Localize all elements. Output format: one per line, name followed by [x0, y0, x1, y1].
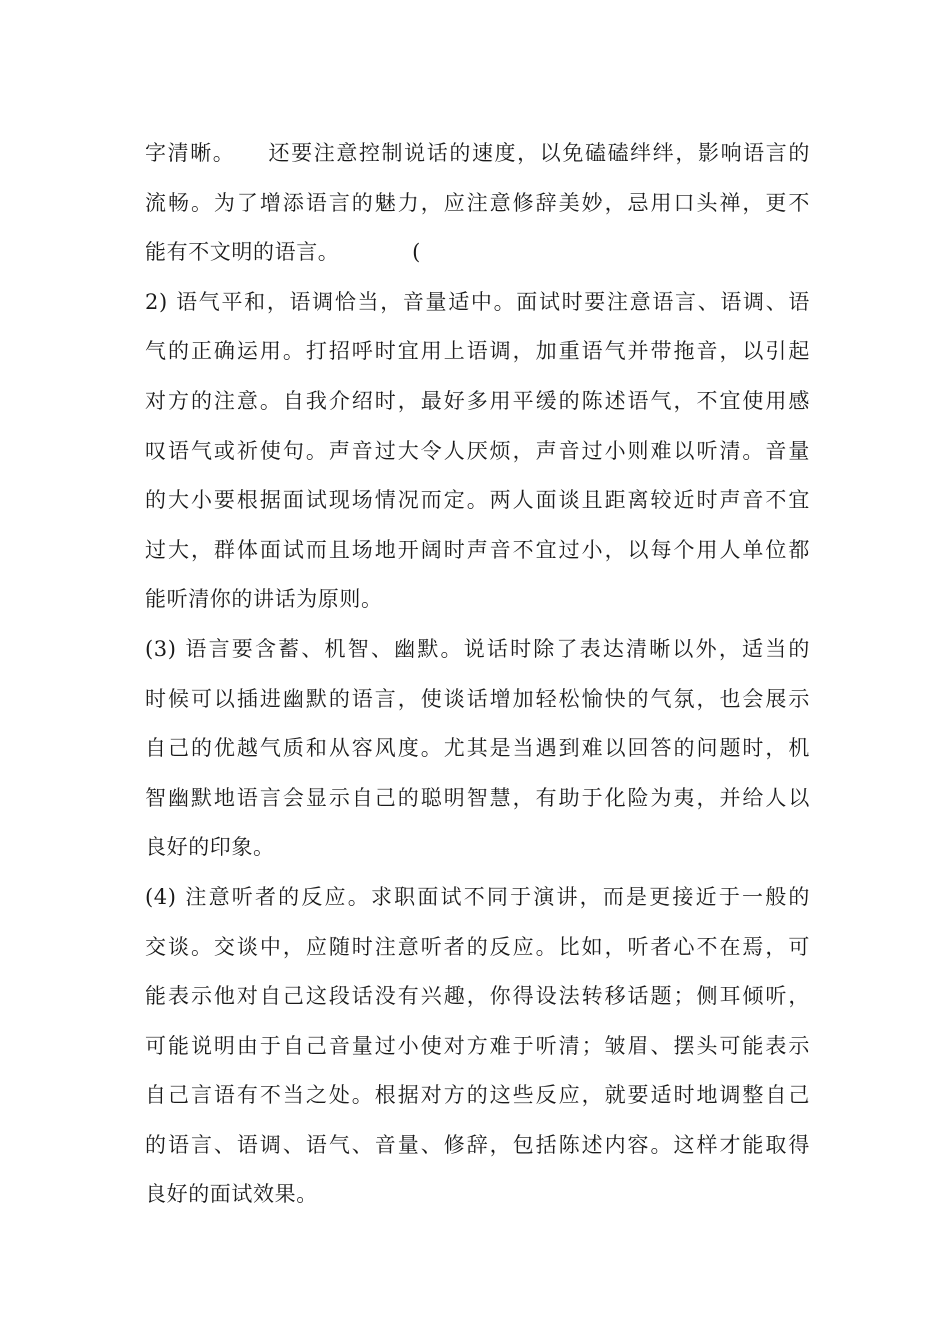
text-line: 能有不文明的语言。 (: [145, 240, 421, 265]
text-line: 过大，群体面试而且场地开阔时声音不宜过小，以每个用人单位都: [145, 537, 810, 562]
text-line: 字清晰。 还要注意控制说话的速度，以免磕磕绊绊，影响语言的: [145, 141, 810, 165]
text-line: 2) 语气平和，语调恰当，音量适中。面试时要注意语言、语调、语: [145, 289, 810, 314]
text-line: 气的正确运用。打招呼时宜用上语调，加重语气并带拖音，以引起: [145, 339, 810, 364]
text-line: 时候可以插进幽默的语言，使谈话增加轻松愉快的气氛，也会展示: [145, 686, 810, 711]
text-line: 的大小要根据面试现场情况而定。两人面谈且距离较近时声音不宜: [145, 488, 810, 513]
text-line: 可能说明由于自己音量过小使对方难于听清；皱眉、摆头可能表示: [145, 1033, 810, 1058]
text-line: 叹语气或祈使句。声音过大令人厌烦，声音过小则难以听清。音量: [145, 438, 810, 463]
text-line: 的语言、语调、语气、音量、修辞，包括陈述内容。这样才能取得: [145, 1132, 810, 1157]
text-line: 自己的优越气质和从容风度。尤其是当遇到难以回答的问题时，机: [145, 736, 810, 761]
text-line: 流畅。为了增添语言的魅力，应注意修辞美妙，忌用口头禅，更不: [145, 190, 810, 215]
text-line: 交谈。交谈中，应随时注意听者的反应。比如，听者心不在焉，可: [145, 934, 810, 959]
text-line: 能听清你的讲话为原则。: [145, 587, 383, 612]
text-line: 能表示他对自己这段话没有兴趣，你得设法转移话题；侧耳倾听，: [145, 984, 810, 1009]
text-line: 良好的面试效果。: [145, 1182, 318, 1207]
text-line: 智幽默地语言会显示自己的聪明智慧，有助于化险为夷，并给人以: [145, 785, 810, 810]
document-body: [145, 129, 810, 1220]
text-line: (3) 语言要含蓄、机智、幽默。说话时除了表达清晰以外，适当的: [145, 636, 810, 661]
text-line: 自己言语有不当之处。根据对方的这些反应，就要适时地调整自己: [145, 1083, 810, 1108]
text-line: (4) 注意听者的反应。求职面试不同于演讲，而是更接近于一般的: [145, 884, 810, 909]
text-line: 良好的印象。: [145, 835, 275, 860]
text-line: 对方的注意。自我介绍时，最好多用平缓的陈述语气，不宜使用感: [145, 388, 810, 413]
